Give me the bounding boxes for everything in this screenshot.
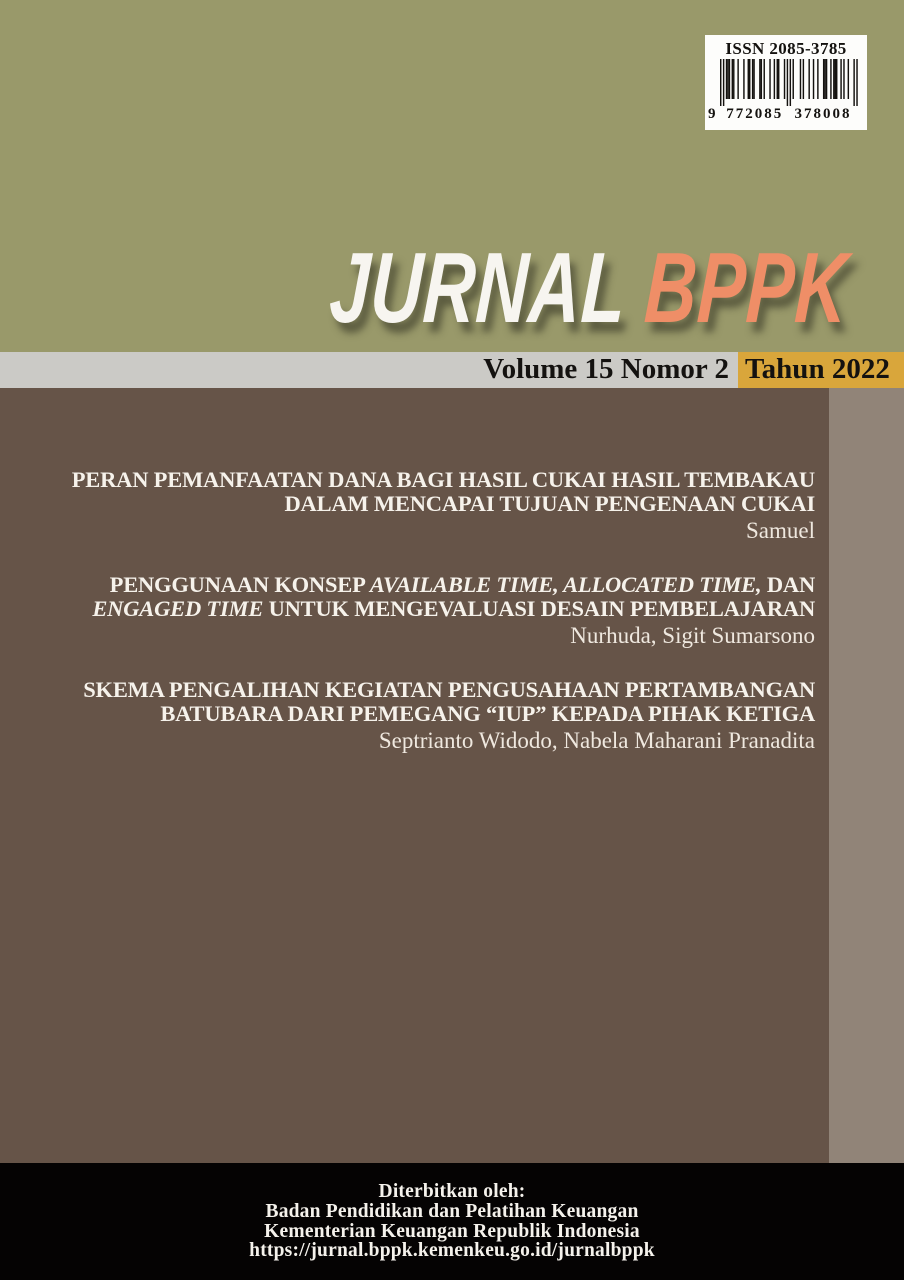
publisher-name: Badan Pendidikan dan Pelatihan Keuangan (265, 1200, 639, 1222)
volume-year-label: Tahun 2022 (738, 352, 904, 388)
issn-label: ISSN 2085-3785 (725, 39, 847, 58)
right-accent-strip (829, 388, 904, 1163)
journal-url: https://jurnal.bppk.kemenkeu.go.id/jurnalbppk (249, 1240, 655, 1262)
svg-text:378008: 378008 (794, 106, 852, 121)
article-title-line: SKEMA PENGALIHAN KEGIATAN PENGUSAHAAN PERTAMBANGAN (83, 677, 815, 702)
article-title-line: PERAN PEMANFAATAN DANA BAGI HASIL CUKAI HASIL TEMBAKAU (71, 467, 815, 492)
volume-number-label: Volume 15 Nomor 2 (0, 352, 738, 388)
cover-header-section (0, 0, 904, 352)
journal-title-jurnal: JURNAL (326, 232, 629, 344)
article-item (55, 468, 815, 544)
cover-body-section (0, 388, 904, 1163)
article-title-line: ENGAGED TIME UNTUK MENGEVALUASI DESAIN PEMBELAJARAN (92, 595, 815, 621)
ministry-name: Kementerian Keuangan Republik Indonesia (264, 1220, 640, 1242)
article-authors: Nurhuda, Sigit Sumarsono (570, 623, 815, 648)
article-item (55, 678, 815, 754)
article-authors: Samuel (746, 518, 815, 543)
publisher-footer (0, 1163, 904, 1280)
volume-band (0, 352, 904, 388)
journal-title-bppk: BPPK (641, 232, 851, 344)
issn-barcode-box (705, 35, 867, 130)
ean13-barcode (706, 59, 866, 121)
article-item (55, 573, 815, 649)
svg-text:9: 9 (708, 106, 718, 121)
article-title-line: DALAM MENCAPAI TUJUAN PENGENAAN CUKAI (284, 490, 815, 516)
published-by-label: Diterbitkan oleh: (378, 1180, 526, 1202)
article-title-line: BATUBARA DARI PEMEGANG “IUP” KEPADA PIHAK KETIGA (160, 700, 815, 726)
journal-title (326, 232, 851, 344)
article-list (55, 468, 815, 783)
article-title-line: PENGGUNAAN KONSEP AVAILABLE TIME, ALLOCATED TIME, DAN (109, 572, 815, 597)
svg-text:772085: 772085 (726, 106, 784, 121)
article-authors: Septrianto Widodo, Nabela Maharani Pranadita (378, 728, 815, 753)
